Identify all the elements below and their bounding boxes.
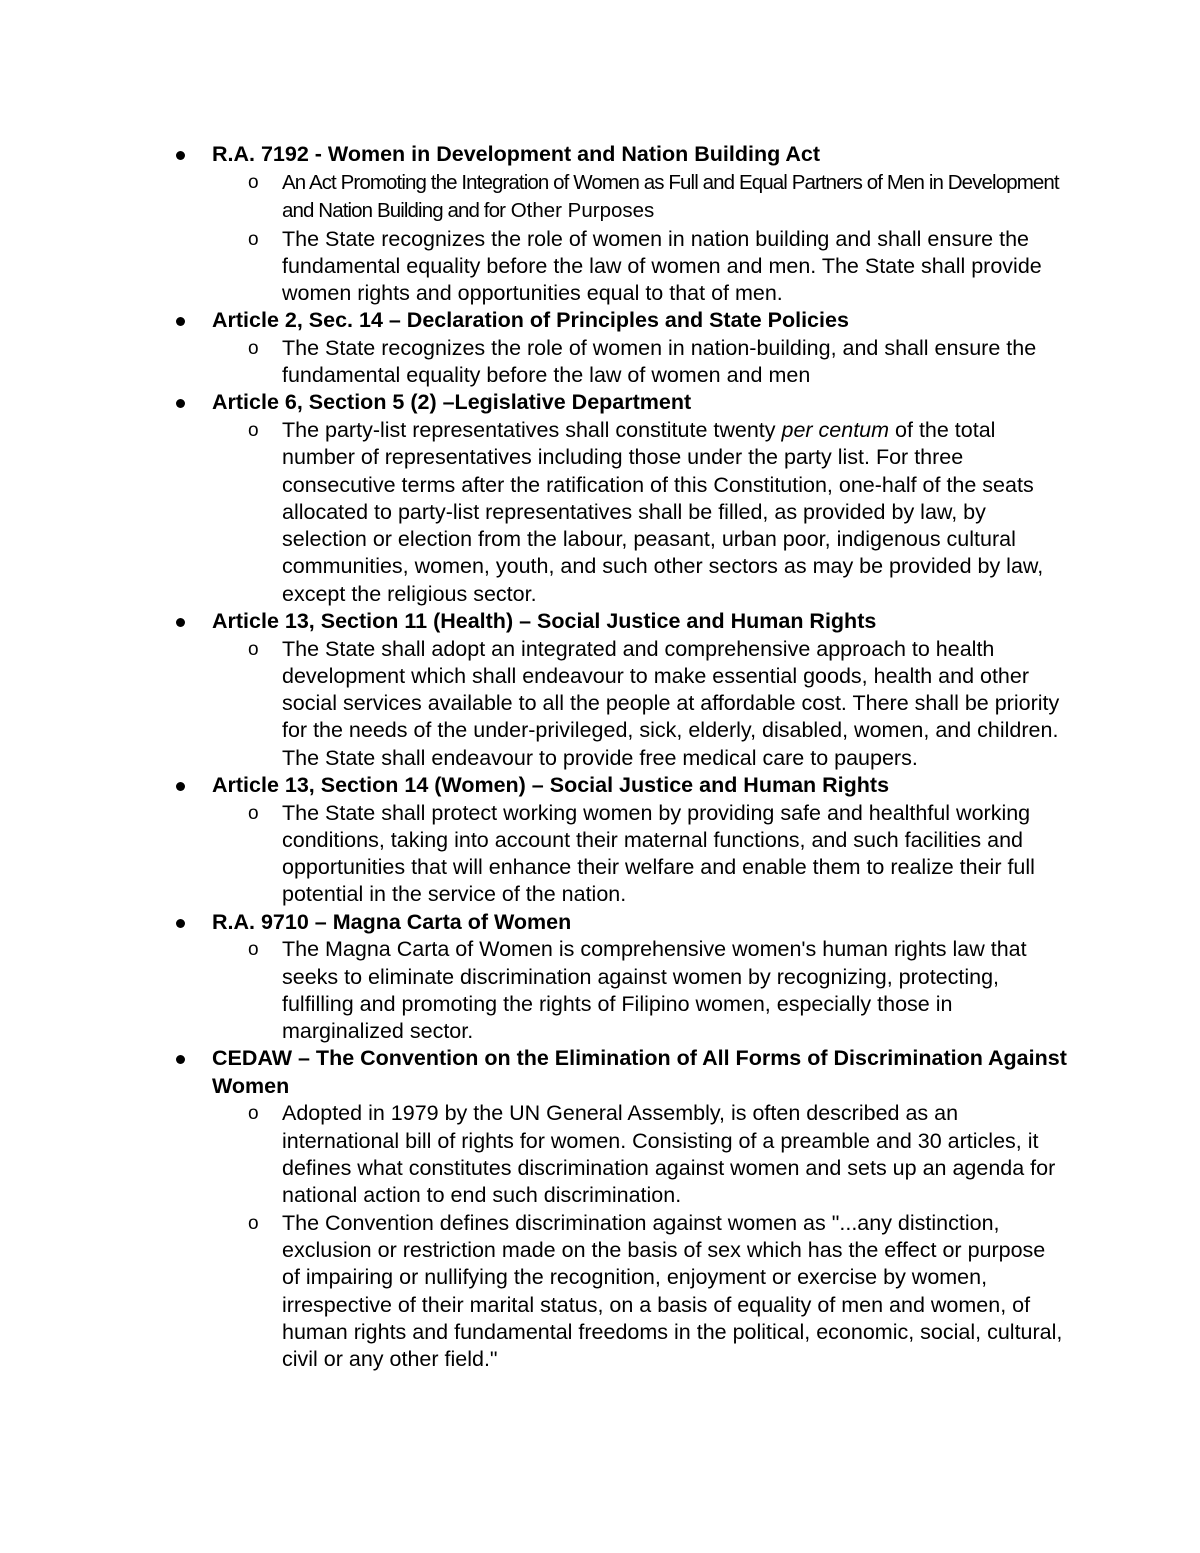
sub-item-text: The party-list representatives shall constitute twenty bbox=[282, 417, 782, 442]
item-heading: Article 6, Section 5 (2) –Legislative Department bbox=[212, 390, 692, 415]
sub-marker-icon: o bbox=[248, 802, 259, 824]
sub-item-text: The State shall protect working women by providing safe and healthful working conditions, taking into account their maternal functions, and such facilities and opportunities that will enhance their welfare and enable them to realize their full potential in the service of the nation. bbox=[282, 800, 1035, 907]
sub-item-italic-text: per centum bbox=[781, 417, 890, 442]
bullet-icon bbox=[176, 317, 185, 326]
bullet-icon bbox=[176, 1055, 185, 1064]
bullet-icon bbox=[176, 399, 185, 408]
item-heading: Article 2, Sec. 14 – Declaration of Principles and State Policies bbox=[212, 308, 849, 333]
sub-marker-icon: o bbox=[248, 419, 259, 441]
list-item bbox=[212, 608, 1072, 772]
document-page bbox=[0, 141, 1200, 1373]
sub-item bbox=[248, 335, 1067, 390]
list-item bbox=[212, 141, 1072, 307]
sub-marker-icon: o bbox=[248, 1103, 259, 1125]
bullet-icon bbox=[176, 618, 185, 627]
sub-marker-icon: o bbox=[248, 939, 259, 961]
sub-item-text-rest: of the total number of representatives including those under the party list. For three consecutive terms after the ratification of this Constitution, one-half of the seats allocated to party-list representatives shall be filled, as provided by law, by selection or election from the labour, peasant, urban poor, indigenous cultural communities, women, youth, and such other sectors as may be provided by law, except the religious sector. bbox=[282, 417, 1044, 606]
bullet-icon bbox=[176, 151, 185, 160]
list-item bbox=[212, 772, 1072, 909]
sub-item-text: Adopted in 1979 by the UN General Assembly, is often described as an international bill of rights for women. Consisting of a preamble and 30 articles, it defines what constitutes discrimination against women and sets up an agenda for national action to end such discrimination. bbox=[282, 1101, 1056, 1208]
bullet-icon bbox=[176, 782, 185, 791]
sub-item-text: The Convention defines discrimination against women as "...any distinction, exclusion or restriction made on the basis of sex which has the effect or purpose of impairing or nullifying the recognition, enjoyment or exercise by women, irrespective of their marital status, on a basis of equality of men and women, of human rights and fundamental freedoms in the political, economic, social, cultural, civil or any other field." bbox=[282, 1210, 1063, 1372]
sub-item bbox=[248, 800, 1067, 909]
sub-marker-icon: o bbox=[248, 1212, 259, 1234]
sub-item bbox=[248, 169, 1067, 226]
list-item bbox=[212, 1045, 1072, 1373]
item-heading: Article 13, Section 11 (Health) – Social Justice and Human Rights bbox=[212, 609, 877, 634]
sub-item-text-rest: Other Purposes bbox=[505, 199, 655, 222]
sub-marker-icon: o bbox=[248, 171, 258, 193]
sub-item bbox=[248, 226, 1067, 308]
sub-marker-icon: o bbox=[248, 638, 259, 660]
sub-item-text: The State recognizes the role of women in nation building and shall ensure the fundamental equality before the law of women and men. The State shall provide women rights and opportunities equal to that of men. bbox=[282, 226, 1042, 306]
sub-item bbox=[248, 417, 1067, 608]
list-item bbox=[212, 389, 1072, 608]
bullet-icon bbox=[176, 919, 185, 928]
sub-item-text: The State shall adopt an integrated and comprehensive approach to health development which shall endeavour to make essential goods, health and other social services available to all the people at affordable cost. There shall be priority for the needs of the under-privileged, sick, elderly, disabled, women, and children. The State shall endeavour to provide free medical care to paupers. bbox=[282, 636, 1060, 770]
sub-item-text: An Act Promoting the Integration of Women as Full and Equal Partners of Men in Development and Nation Building and for bbox=[282, 170, 1059, 222]
sub-item bbox=[248, 1100, 1067, 1209]
item-heading: R.A. 7192 - Women in Development and Nation Building Act bbox=[212, 142, 821, 166]
item-heading: CEDAW – The Convention on the Elimination of All Forms of Discrimination Against Women bbox=[212, 1046, 1067, 1098]
sub-item bbox=[248, 1210, 1067, 1374]
sub-item-text: The State recognizes the role of women in nation-building, and shall ensure the fundamental equality before the law of women and men bbox=[282, 335, 1037, 388]
list-item bbox=[212, 307, 1072, 389]
sub-marker-icon: o bbox=[248, 337, 259, 359]
sub-item bbox=[248, 636, 1067, 772]
sub-marker-icon: o bbox=[248, 228, 259, 250]
item-heading: R.A. 9710 – Magna Carta of Women bbox=[212, 909, 572, 934]
sub-item bbox=[248, 936, 1067, 1045]
item-heading: Article 13, Section 14 (Women) – Social Justice and Human Rights bbox=[212, 773, 890, 798]
list-item bbox=[212, 909, 1072, 1046]
sub-item-text: The Magna Carta of Women is comprehensive women's human rights law that seeks to eliminate discrimination against women by recognizing, protecting, fulfilling and promoting the rights of Filipino women, especially those in marginalized sector. bbox=[282, 937, 1027, 1044]
